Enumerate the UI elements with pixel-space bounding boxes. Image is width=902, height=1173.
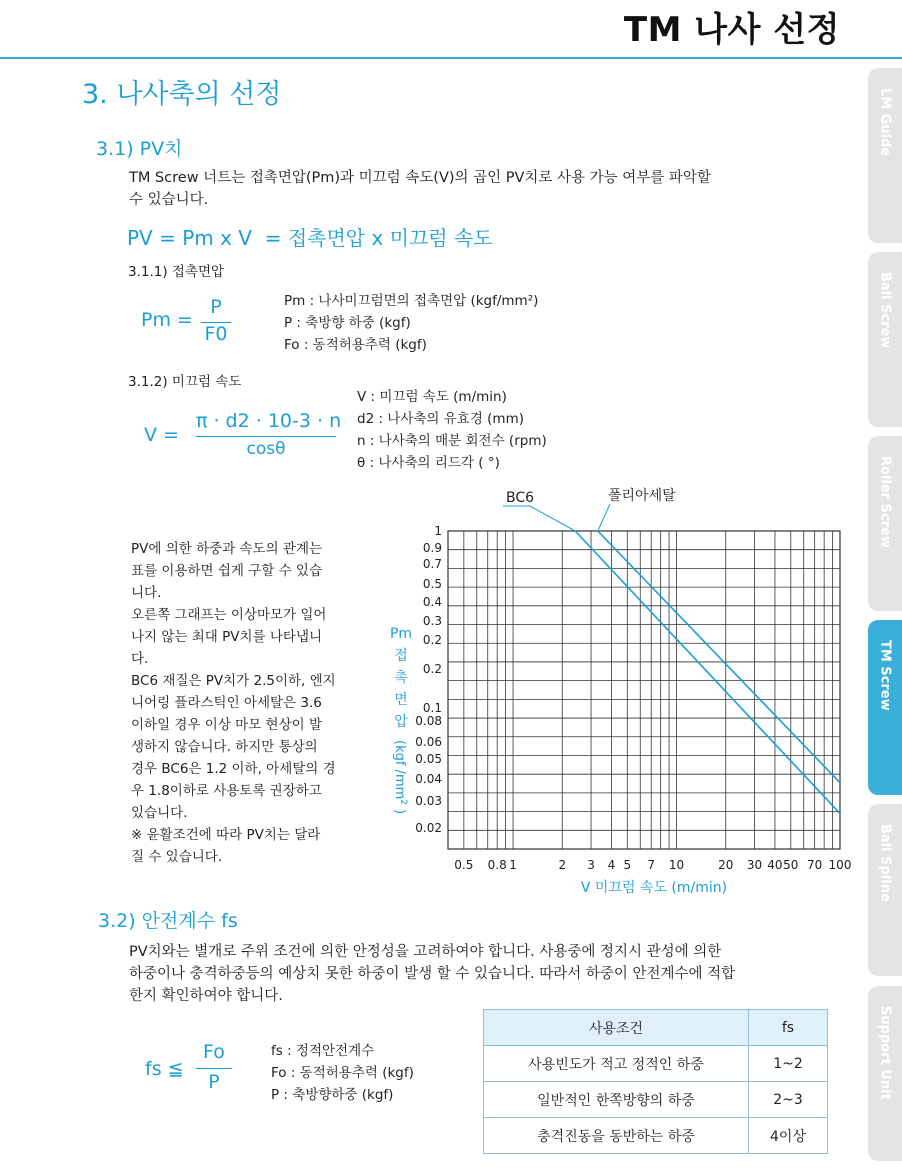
definition: Fo : 동적허용추력 (kgf) <box>284 337 427 353</box>
series-label-leader <box>598 504 610 531</box>
x-tick-label: 7 <box>647 858 656 872</box>
side-tab-ball-screw[interactable] <box>868 252 902 427</box>
series-label-polyacetal: 폴리아세탈 <box>608 488 676 504</box>
y-tick-label: 0.06 <box>415 735 442 749</box>
description-line: ※ 윤활조건에 따라 PV치는 달라 <box>131 827 321 843</box>
side-tab-label: Ball Screw <box>877 272 893 349</box>
description-line: 니다. <box>131 585 162 601</box>
pv-chart <box>360 480 860 900</box>
side-tab-lm-guide[interactable] <box>868 68 902 243</box>
safety-numerator: Fo <box>203 1041 225 1063</box>
velocity-definitions <box>357 386 547 474</box>
safety-denominator: P <box>208 1071 220 1093</box>
series-label-bc6: BC6 <box>506 490 535 506</box>
pressure-denominator: F0 <box>204 323 228 345</box>
definition: Pm : 나사미끄럼면의 접촉면압 (kgf/mm²) <box>284 293 539 309</box>
pv-description <box>131 538 336 868</box>
x-tick-label: 20 <box>718 858 734 872</box>
table-row <box>484 1046 828 1082</box>
pressure-heading: 3.1.1) 접촉면압 <box>128 264 225 280</box>
description-line: 우 1.8이하로 사용토록 권장하고 <box>131 783 322 799</box>
series-label-leader <box>503 506 575 531</box>
x-tick-label: 4 <box>607 858 616 872</box>
description-line: 다. <box>131 651 149 667</box>
description-line: 니어링 플라스틱인 아세탈은 3.6 <box>131 695 322 711</box>
y-tick-label: 0.04 <box>415 772 442 786</box>
y-tick-label: 0.02 <box>415 821 442 835</box>
table-cell: 사용빈도가 적고 정적인 하중 <box>484 1046 749 1082</box>
table-header-cell: fs <box>749 1010 828 1046</box>
pressure-definitions <box>284 290 538 356</box>
y-tick-label: 0.2 <box>422 662 442 676</box>
description-line: 나지 않는 최대 PV치를 나타냅니 <box>131 629 323 645</box>
y-tick-label: 0.03 <box>415 794 442 808</box>
pv-intro-line: 수 있습니다. <box>129 192 209 208</box>
x-tick-label: 70 <box>807 858 823 872</box>
y-tick-label: 0.1 <box>422 701 442 715</box>
definition: d2 : 나사축의 유효경 (mm) <box>357 411 524 427</box>
pv-formula: PV = Pm x V = 접촉면압 x 미끄럼 속도 <box>127 226 493 250</box>
side-tab-tm-screw[interactable] <box>868 620 902 795</box>
description-line: 이하일 경우 이상 마모 현상이 발 <box>131 717 322 733</box>
safety-text <box>129 941 735 1007</box>
table-cell: 1~2 <box>749 1046 828 1082</box>
x-tick-label: 40 <box>767 858 783 872</box>
description-line: 질 수 있습니다. <box>131 849 223 865</box>
table-cell: 4이상 <box>749 1118 828 1154</box>
definition: V : 미끄럼 속도 (m/min) <box>357 389 507 405</box>
y-tick-label: 0.7 <box>422 557 442 571</box>
x-tick-label: 5 <box>623 858 632 872</box>
fraction-bar <box>196 1068 232 1069</box>
pv-intro <box>129 167 711 211</box>
y-axis-label: 촉 <box>394 670 408 686</box>
safety-text-line: PV치와는 별개로 주위 조건에 의한 안정성을 고려하여야 합니다. 사용중에 정지시 관성에 의한 <box>129 944 722 960</box>
velocity-heading: 3.1.2) 미끄럼 속도 <box>128 374 242 390</box>
pressure-lhs: Pm = <box>141 309 193 331</box>
side-tab-ball-spline[interactable] <box>868 804 902 976</box>
table-cell: 2~3 <box>749 1082 828 1118</box>
x-tick-label: 0.5 <box>454 858 474 872</box>
safety-text-line: 하중이나 충격하중등의 예상치 못한 하중이 발생 할 수 있습니다. 따라서 하중이 안전계수에 적합 <box>129 966 736 982</box>
x-tick-label: 30 <box>746 858 763 872</box>
y-tick-label: 0.4 <box>422 595 442 609</box>
description-line: 경우 BC6은 1.2 이하, 아세탈의 경 <box>131 761 336 777</box>
side-tab-label: Roller Screw <box>877 456 893 548</box>
velocity-lhs: V = <box>144 424 179 446</box>
definition: n : 나사축의 매분 회전수 (rpm) <box>357 433 547 449</box>
y-axis-label-unit: (kgf $/mm^2$ ) <box>392 740 408 815</box>
page-title: TM 나사 선정 <box>623 10 840 50</box>
side-tab-label: LM Guide <box>877 88 893 157</box>
side-tab-support-unit[interactable] <box>868 986 902 1161</box>
side-tab-label: TM Screw <box>877 640 893 711</box>
y-tick-label: 0.5 <box>422 577 442 591</box>
y-axis-label: 접 <box>394 648 408 664</box>
y-tick-label: 1 <box>434 524 442 538</box>
safety-heading: 3.2) 안전계수 fs <box>98 910 238 932</box>
definition: Fo : 동적허용추력 (kgf) <box>271 1065 414 1081</box>
x-tick-label: 0.8 <box>487 858 507 872</box>
safety-definitions <box>271 1040 414 1106</box>
description-line: 생하지 않습니다. 하지만 통상의 <box>131 739 318 755</box>
side-tab-label: Ball Spline <box>877 824 893 902</box>
velocity-numerator: π · d2 · 10-3 · n <box>196 410 342 432</box>
table-header-cell: 사용조건 <box>484 1010 749 1046</box>
x-tick-label: 3 <box>587 858 595 872</box>
section-title: 3. 나사축의 선정 <box>82 79 282 110</box>
table-cell: 충격진동을 동반하는 하중 <box>484 1118 749 1154</box>
x-axis-label: V 미끄럼 속도 (m/min) <box>580 880 728 896</box>
definition: fs : 정적안전계수 <box>271 1043 375 1059</box>
description-line: PV에 의한 하중과 속도의 관계는 <box>131 541 323 557</box>
table-row <box>484 1118 828 1154</box>
y-axis-label: 면 <box>394 692 408 708</box>
x-tick-label: 50 <box>783 858 799 872</box>
y-tick-label: 0.05 <box>415 752 442 766</box>
description-line: 표를 이용하면 쉽게 구할 수 있습 <box>131 563 322 579</box>
pv-heading: 3.1) PV치 <box>96 138 183 160</box>
table-cell: 일반적인 한쪽방향의 하중 <box>484 1082 749 1118</box>
pressure-numerator: P <box>210 296 222 318</box>
table-row <box>484 1082 828 1118</box>
definition: P : 축방향 하중 (kgf) <box>284 315 411 331</box>
header-divider <box>0 57 902 59</box>
series-line-bc6 <box>575 531 840 813</box>
x-tick-label: 1 <box>509 858 517 872</box>
definition: θ : 나사축의 리드각 ( °) <box>357 455 500 471</box>
velocity-denominator: cosθ <box>246 439 286 459</box>
x-tick-label: 100 <box>828 858 852 872</box>
safety-text-line: 한지 확인하여야 합니다. <box>129 988 283 1004</box>
description-line: 오른쪽 그래프는 이상마모가 일어 <box>131 607 327 623</box>
side-tab-roller-screw[interactable] <box>868 436 902 611</box>
y-tick-label: 0.08 <box>415 714 442 728</box>
safety-lhs: fs ≦ <box>145 1058 184 1080</box>
x-tick-label: 2 <box>558 858 567 872</box>
description-line: BC6 재질은 PV치가 2.5이하, 엔지 <box>131 673 336 689</box>
table-header-row <box>484 1010 828 1046</box>
y-axis-label: 압 <box>394 714 408 730</box>
definition: P : 축방향하중 (kgf) <box>271 1087 394 1103</box>
y-tick-label: 0.3 <box>422 614 442 628</box>
y-tick-label: 0.9 <box>422 541 442 555</box>
side-tab-label: Support Unit <box>877 1006 893 1100</box>
y-tick-label: 0.2 <box>422 633 442 647</box>
x-tick-label: 10 <box>668 858 685 872</box>
description-line: 있습니다. <box>131 805 188 821</box>
y-axis-label: Pm <box>389 626 413 642</box>
fraction-bar <box>196 436 336 437</box>
pv-intro-line: TM Screw 너트는 접촉면압(Pm)과 미끄럼 속도(V)의 곱인 PV치로 사용 가능 여부를 파악할 <box>129 170 711 186</box>
safety-factor-table <box>483 1009 828 1154</box>
